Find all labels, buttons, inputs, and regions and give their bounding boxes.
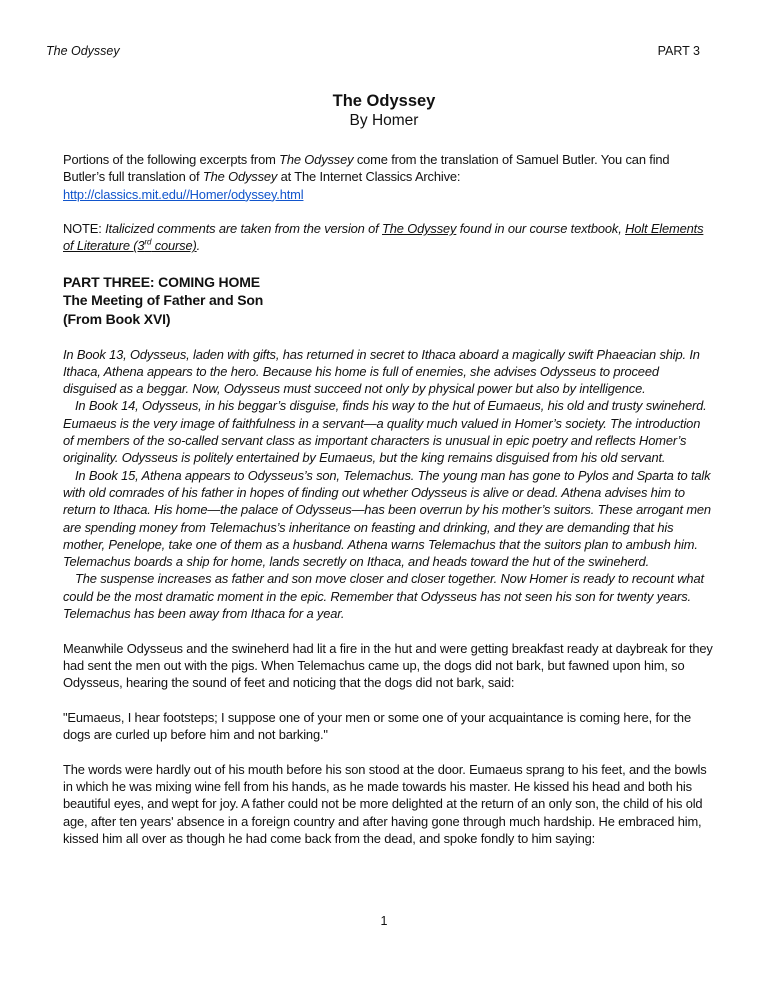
section-subtitle: The Meeting of Father and Son [63, 292, 264, 309]
part-heading: PART THREE: COMING HOME [63, 273, 260, 290]
running-header-part: PART 3 [657, 44, 700, 58]
note-label: NOTE: [63, 221, 106, 237]
commentary-paragraph: In Book 13, Odysseus, laden with gifts, has returned in secret to Ithaca aboard a magically swift Phaeacian ship. In Ithaca, Athena appears to the hero. Because his home is full of enemies, she advises Odysseus to proceed disguised as a beggar. Now, Odysseus must succeed not only by physical power but also by intelligence. [63, 346, 700, 397]
note-period: . [196, 238, 201, 254]
textbook-name-end: course) [151, 238, 197, 254]
document-author: By Homer [349, 112, 419, 129]
textbook-name: Holt Elements of Literature (3 [63, 221, 704, 254]
document-body [63, 151, 713, 847]
textbook-superscript: rd [144, 238, 152, 248]
classics-archive-link[interactable]: http://classics.mit.edu//Homer/odyssey.html [63, 186, 304, 202]
intro-paragraph [63, 151, 713, 203]
body-paragraph: The words were hardly out of his mouth before his son stood at the door. Eumaeus sprang to his feet, and the bowls in which he was mixing wine fell from his hands, as he made towards his master. He kissed his head and both his beautiful eyes, and wept for joy. A father could not be more delighted at the return of an only son, the child of his old age, after ten years' absence in a foreign country and after having gone through much hardship. He embraced him, kissed him all over as though he had come back from the dead, and spoke fondly to him saying: [63, 761, 707, 846]
intro-book-title: The Odyssey [202, 169, 278, 185]
commentary-paragraph: In Book 15, Athena appears to Odysseus’s son, Telemachus. The young man has gone to Pylos and Sparta to talk with old comrades of his father in hopes of finding out whether Odysseus is alive or dead. Athena advises him to return to Ithaca. His home—the palace of Odysseus—has been overrun by his mother’s suitors. These arrogant men are spending money from Telemachus’s inheritance on feasting and drinking, and they are demanding that his mother, Penelope, take one of them as a husband. Athena warns Telemachus that the suitors plan to ambush him. Telemachus boards a ship for home, lands secretly on Ithaca, and heads toward the hut of the swineherd. [63, 467, 711, 570]
commentary-paragraph: The suspense increases as father and son move closer and closer together. Now Homer is ready to recount what could be the most dramatic moment in the epic. Remember that Odysseus has not seen his son for twenty years. Telemachus has been away from Ithaca for a year. [63, 571, 704, 622]
note-text: Italicized comments are taken from the version of [105, 221, 383, 237]
page-number: 1 [380, 914, 388, 928]
section-source: (From Book XVI) [63, 310, 171, 327]
body-paragraph: Meanwhile Odysseus and the swineherd had lit a fire in the hut and were getting breakfast ready at daybreak for they had sent the men out with the pigs. When Telemachus came up, the dogs did not bark, but fawned upon him, so Odysseus, hearing the sound of feet and noticing that the dogs did not bark, said: [63, 640, 713, 691]
title-block [0, 91, 768, 131]
intro-text: Portions of the following excerpts from [63, 152, 280, 167]
note-paragraph [63, 220, 713, 255]
intro-book-title: The Odyssey [279, 152, 354, 167]
commentary-paragraph: In Book 14, Odysseus, in his beggar’s disguise, finds his way to the hut of Eumaeus, his old and trusty swineherd. Eumaeus is the very image of faithfulness in a servant—a quality much valued in Homer’s society. The introduction of members of the so-called servant class as important characters is unusual in epic poetry and reflects Homer’s originality. Odysseus is politely entertained by Eumaeus, but the king remains disguised from his old servant. [63, 398, 707, 466]
note-book-title: The Odyssey [382, 221, 457, 237]
intro-text: at The Internet Classics Archive: [277, 169, 461, 185]
note-text: found in our course textbook, [456, 221, 626, 237]
intro-text: come from the translation of Samuel Butler. You can find Butler’s full translation of [63, 152, 670, 185]
running-header-title: The Odyssey [46, 44, 120, 58]
commentary-block [63, 346, 713, 623]
body-quote: "Eumaeus, I hear footsteps; I suppose one of your men or some one of your acquaintance is coming here, for the dogs are curled up before him and not barking." [63, 709, 691, 743]
document-title: The Odyssey [332, 92, 436, 110]
